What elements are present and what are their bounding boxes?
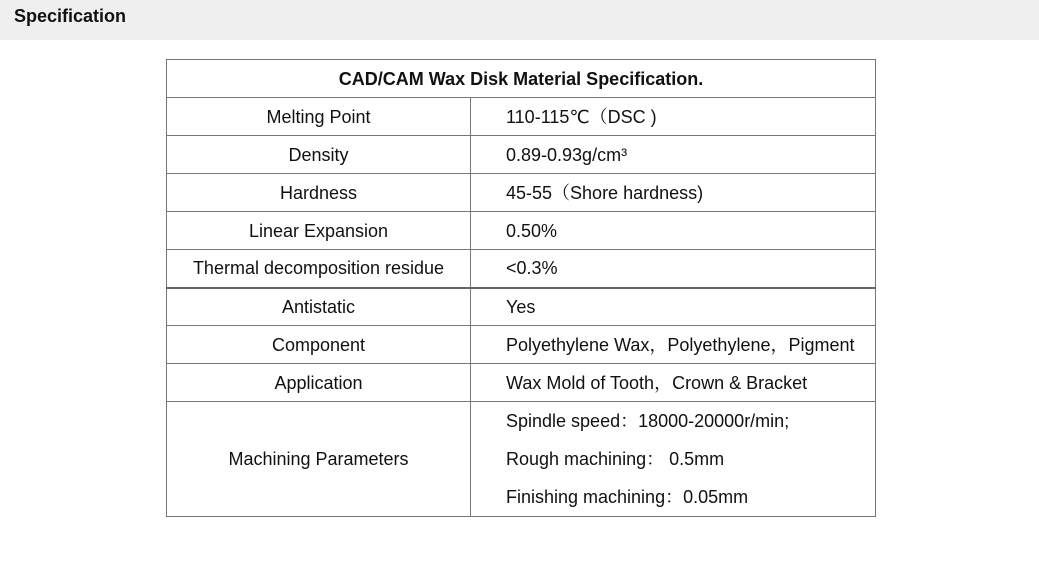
table-row — [167, 364, 876, 402]
spec-value: Polyethylene Wax，Polyethylene，Pigment — [471, 326, 876, 364]
table-row — [167, 212, 876, 250]
table-row — [167, 136, 876, 174]
machining-param-line: Finishing machining：0.05mm — [506, 487, 749, 507]
spec-label: Linear Expansion — [167, 212, 471, 250]
spec-value: <0.3% — [471, 250, 876, 288]
spec-value: 0.50% — [471, 212, 876, 250]
spec-label: Thermal decomposition residue — [167, 250, 471, 288]
machining-param-line: Spindle speed：18000-20000r/min; — [506, 411, 790, 431]
table-row — [167, 174, 876, 212]
spec-label: Hardness — [167, 174, 471, 212]
spec-label: Component — [167, 326, 471, 364]
spec-label: Machining Parameters — [167, 402, 471, 517]
spec-value-machining — [471, 402, 876, 517]
spec-label: Application — [167, 364, 471, 402]
table-row — [167, 98, 876, 136]
table-row — [167, 326, 876, 364]
table-title: CAD/CAM Wax Disk Material Specification. — [167, 60, 876, 98]
spec-label: Antistatic — [167, 288, 471, 326]
spec-label: Density — [167, 136, 471, 174]
spec-value: 45-55（Shore hardness) — [471, 174, 876, 212]
section-header-bar — [0, 0, 1039, 40]
spec-value: Yes — [471, 288, 876, 326]
spec-value: Wax Mold of Tooth，Crown & Bracket — [471, 364, 876, 402]
spec-value: 0.89-0.93g/cm³ — [471, 136, 876, 174]
table-row — [167, 250, 876, 288]
spec-label: Melting Point — [167, 98, 471, 136]
spec-value: 110-115℃（DSC ) — [471, 98, 876, 136]
table-row — [167, 288, 876, 326]
specification-table — [166, 59, 876, 517]
machining-param-line: Rough machining： 0.5mm — [506, 449, 725, 469]
table-title-row — [167, 60, 876, 98]
table-row-machining — [167, 402, 876, 517]
section-title: Specification — [14, 6, 127, 26]
